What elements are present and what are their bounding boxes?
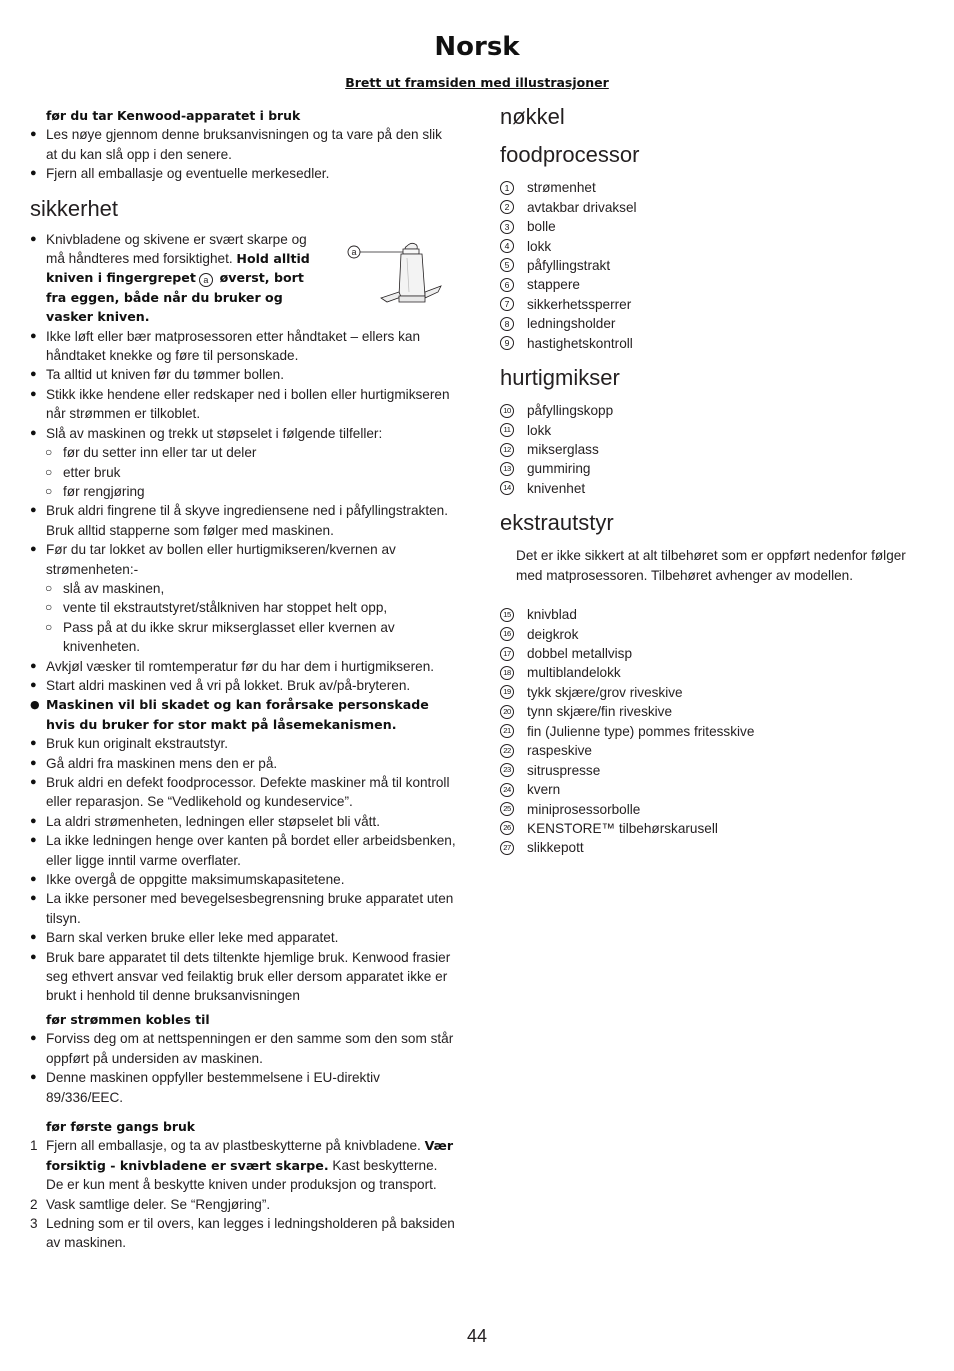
safety-subitem: ○ Pass på at du ikke skrur mikserglasset eller kvernen av knivenheten. xyxy=(30,618,456,657)
step-text: Ledning som er til overs, kan legges i ledningsholderen på baksiden av maskinen. xyxy=(46,1215,455,1251)
step-number: 2 xyxy=(30,1196,38,1212)
safety-item: ● Bruk aldri fingrene til å skyve ingrediensene ned i påfyllingstrakten. Bruk alltid stapperne som følger med maskinen. xyxy=(30,501,456,540)
foodprocessor-item xyxy=(500,275,930,294)
first-use-step xyxy=(30,1136,456,1194)
attachment-item xyxy=(500,663,930,682)
safety-item: ● Ta alltid ut kniven før du tømmer bollen. xyxy=(30,365,456,384)
number-circle-icon: 20 xyxy=(500,705,514,719)
safety-item: ● Start aldri maskinen ved å vri på lokket. Bruk av/på-bryteren. xyxy=(30,676,456,695)
attachment-label: multiblandelokk xyxy=(527,665,621,681)
number-circle-icon: 6 xyxy=(500,278,514,292)
number-circle-icon: 2 xyxy=(500,200,514,214)
attachments-note: Det er ikke sikkert at alt tilbehøret som er oppført nedenfor følger med matprosessoren. Tilbehøret avhenger av modellen. xyxy=(516,548,906,583)
foodprocessor-label: sikkerhetssperrer xyxy=(527,296,632,312)
right-column xyxy=(500,104,930,858)
blender-item xyxy=(500,401,930,420)
number-circle-icon: 12 xyxy=(500,443,514,457)
number-circle-icon: 11 xyxy=(500,423,514,437)
attachments-heading: ekstrautstyr xyxy=(500,510,614,536)
attachment-item xyxy=(500,702,930,721)
first-use-step xyxy=(30,1195,456,1214)
number-circle-icon: 27 xyxy=(500,841,514,855)
blender-label: lokk xyxy=(527,422,552,438)
safety-subitem: ○ slå av maskinen, xyxy=(30,579,456,598)
safety-subitem: ○ etter bruk xyxy=(30,463,456,482)
blender-label: mikserglass xyxy=(527,442,599,458)
blender-label: gummiring xyxy=(527,461,591,477)
attachments-list xyxy=(500,605,930,858)
safety-subitem: ○ vente til ekstrautstyret/stålkniven har stoppet helt opp, xyxy=(30,598,456,617)
safety-item-warning: ● Maskinen vil bli skadet og kan forårsake personskade hvis du bruker for stor makt på låsemekanismen. xyxy=(30,695,456,734)
number-circle-icon: 15 xyxy=(500,608,514,622)
step-text: Vask samtlige deler. Se “Rengjøring”. xyxy=(46,1196,271,1212)
foodprocessor-item xyxy=(500,236,930,255)
page-subtitle: Brett ut framsiden med illustrasjoner xyxy=(345,75,609,90)
safety-item: ● Bruk aldri en defekt foodprocessor. Defekte maskiner må til kontroll eller reparasjon. Se “Vedlikehold og kundeservice”. xyxy=(30,773,456,812)
attachment-label: deigkrok xyxy=(527,626,579,642)
number-circle-icon: 19 xyxy=(500,685,514,699)
blender-heading: hurtigmikser xyxy=(500,364,620,390)
attachment-label: miniprosessorbolle xyxy=(527,801,641,817)
attachment-item xyxy=(500,819,930,838)
power-item: ● Denne maskinen oppfyller bestemmelsene i EU-direktiv 89/336/EEC. xyxy=(30,1068,456,1107)
safety-item: ● Gå aldri fra maskinen mens den er på. xyxy=(30,754,456,773)
safety-item: ● Bruk kun originalt ekstrautstyr. xyxy=(30,734,456,753)
safety-item: ● Bruk bare apparatet til dets tiltenkte hjemlige bruk. Kenwood frasier seg ethvert ansvar ved feilaktig bruk eller dersom apparatet ikke er brukt i henhold til denne bruksanvisningen xyxy=(30,948,456,1006)
safety-knife-text: Knivbladene og skivene er svært skarpe og må håndteres med forsiktighet. xyxy=(46,231,307,267)
safety-item: ● La ikke ledningen henge over kanten på bordet eller arbeidsbenken, eller ligge inntil varme overflater. xyxy=(30,831,456,870)
foodprocessor-list xyxy=(500,178,930,353)
attachment-item xyxy=(500,741,930,760)
attachment-label: tynn skjære/fin riveskive xyxy=(527,704,673,720)
safety-item: ● Barn skal verken bruke eller leke med apparatet. xyxy=(30,928,456,947)
first-use-heading: før første gangs bruk xyxy=(46,1118,196,1134)
safety-subitem: ○ før rengjøring xyxy=(30,482,456,501)
before-use-heading: før du tar Kenwood-apparatet i bruk xyxy=(46,108,301,123)
blender-list xyxy=(500,401,930,498)
first-use-step xyxy=(30,1214,456,1253)
foodprocessor-label: ledningsholder xyxy=(527,316,616,332)
safety-item: ● La ikke personer med bevegelsesbegrensning bruke apparatet uten tilsyn. xyxy=(30,889,456,928)
number-circle-icon: 25 xyxy=(500,802,514,816)
blender-item xyxy=(500,440,930,459)
attachment-item xyxy=(500,644,930,663)
safety-item: ● Avkjøl væsker til romtemperatur før du har dem i hurtigmikseren. xyxy=(30,657,456,676)
foodprocessor-item xyxy=(500,295,930,314)
safety-item: ● Stikk ikke hendene eller redskaper ned i bollen eller hurtigmikseren når strømmen er tilkoblet. xyxy=(30,385,456,424)
before-use-item: ● Les nøye gjennom denne bruksanvisningen og ta vare på den slik at du kan slå opp i den senere. xyxy=(30,125,456,164)
blender-item xyxy=(500,420,930,439)
attachment-item xyxy=(500,722,930,741)
foodprocessor-heading: foodprocessor xyxy=(500,142,640,167)
attachment-item xyxy=(500,760,930,779)
before-use-item: ● Fjern all emballasje og eventuelle merkesedler. xyxy=(30,164,456,183)
foodprocessor-label: strømenhet xyxy=(527,180,596,196)
number-circle-icon: 23 xyxy=(500,763,514,777)
step-number: 1 xyxy=(30,1138,38,1154)
foodprocessor-item xyxy=(500,314,930,333)
safety-item: ● Ikke overgå de oppgitte maksimumskapasitetene. xyxy=(30,870,456,889)
safety-item: ● Ikke løft eller bær matprosessoren etter håndtaket – ellers kan håndtaket knekke og føre til personskade. xyxy=(30,327,456,366)
foodprocessor-item xyxy=(500,256,930,275)
number-circle-icon: 21 xyxy=(500,724,514,738)
number-circle-icon: 17 xyxy=(500,647,514,661)
page-title: Norsk xyxy=(434,32,520,62)
number-circle-icon: 18 xyxy=(500,666,514,680)
blender-label: knivenhet xyxy=(527,480,586,496)
foodprocessor-label: påfyllingstrakt xyxy=(527,257,611,273)
power-item: ● Forviss deg om at nettspenningen er den samme som den som står oppført på undersiden av maskinen. xyxy=(30,1029,456,1068)
attachment-item xyxy=(500,683,930,702)
safety-item-knife xyxy=(30,230,326,327)
page-number: 44 xyxy=(466,1326,488,1346)
safety-item: ● La aldri strømenheten, ledningen eller støpselet bli vått. xyxy=(30,812,456,831)
foodprocessor-item xyxy=(500,178,930,197)
attachment-label: raspeskive xyxy=(527,743,592,759)
foodprocessor-item xyxy=(500,197,930,216)
number-circle-icon: 14 xyxy=(500,481,514,495)
foodprocessor-label: bolle xyxy=(527,219,556,235)
attachment-label: knivblad xyxy=(527,607,577,623)
foodprocessor-label: avtakbar drivaksel xyxy=(527,199,637,215)
attachment-label: slikkepott xyxy=(527,840,584,856)
safety-item: ● Før du tar lokket av bollen eller hurtigmikseren/kvernen av strømenheten:- xyxy=(30,540,456,579)
number-circle-icon: 16 xyxy=(500,627,514,641)
safety-subitem: ○ før du setter inn eller tar ut deler xyxy=(30,443,456,462)
number-circle-icon: 8 xyxy=(500,317,514,331)
attachment-item xyxy=(500,605,930,624)
attachment-label: fin (Julienne type) pommes fritesskive xyxy=(527,723,755,739)
attachment-item xyxy=(500,799,930,818)
step-text: Fjern all emballasje, og ta av plastbeskytterne på knivbladene. xyxy=(46,1138,421,1154)
step-number: 3 xyxy=(30,1215,38,1231)
step-text: Kast beskytterne. De er kun ment å beskytte kniven under produksjon og transport. xyxy=(46,1157,438,1193)
safety-heading: sikkerhet xyxy=(30,195,119,221)
number-circle-icon: 10 xyxy=(500,404,514,418)
attachment-label: KENSTORE™ tilbehørskarusell xyxy=(527,820,718,836)
attachment-item xyxy=(500,624,930,643)
step-warning: Vær forsiktig - knivbladene er svært skarpe. xyxy=(46,1138,454,1173)
attachment-label: kvern xyxy=(527,782,561,798)
number-circle-icon: 9 xyxy=(500,336,514,350)
power-heading: før strømmen kobles til xyxy=(46,1011,210,1027)
number-circle-icon: 7 xyxy=(500,297,514,311)
knife-illustration xyxy=(345,240,445,320)
attachment-item xyxy=(500,780,930,799)
number-circle-icon: 5 xyxy=(500,258,514,272)
foodprocessor-item xyxy=(500,334,930,353)
number-circle-icon: 26 xyxy=(500,821,514,835)
foodprocessor-item xyxy=(500,217,930,236)
number-circle-icon: 4 xyxy=(500,239,514,253)
number-circle-icon: 24 xyxy=(500,783,514,797)
number-circle-icon: 13 xyxy=(500,462,514,476)
blender-label: påfyllingskopp xyxy=(527,403,614,419)
number-circle-icon: 3 xyxy=(500,220,514,234)
safety-knife-bold-a: Hold alltid kniven i fingergrepet xyxy=(46,251,310,286)
blender-item xyxy=(500,459,930,478)
attachment-label: dobbel metallvisp xyxy=(527,646,633,662)
foodprocessor-label: hastighetskontroll xyxy=(527,335,633,351)
knife-grip-marker-icon: a xyxy=(199,273,213,287)
number-circle-icon: 22 xyxy=(500,744,514,758)
knife-label: a xyxy=(351,247,357,257)
foodprocessor-label: stappere xyxy=(527,277,580,293)
blender-item xyxy=(500,479,930,498)
foodprocessor-label: lokk xyxy=(527,238,552,254)
safety-item: ● Slå av maskinen og trekk ut støpselet i følgende tilfeller: xyxy=(30,424,456,443)
attachment-label: sitruspresse xyxy=(527,762,601,778)
key-heading: nøkkel xyxy=(500,104,565,129)
safety-knife-bold-b: øverst, bort fra eggen, både når du bruker og vasker kniven. xyxy=(46,270,304,325)
number-circle-icon: 1 xyxy=(500,181,514,195)
attachment-item xyxy=(500,838,930,857)
attachment-label: tykk skjære/grov riveskive xyxy=(527,684,683,700)
